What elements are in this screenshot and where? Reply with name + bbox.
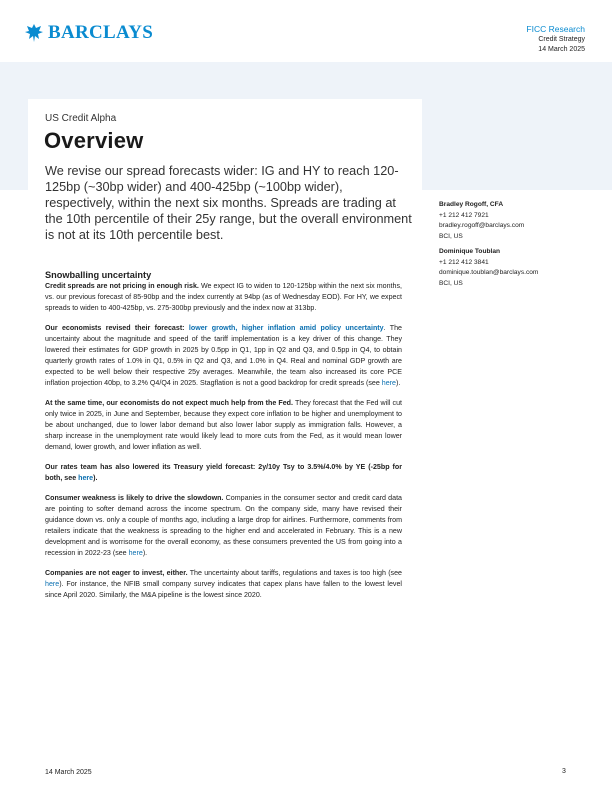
paragraph-tail: ). [395,379,401,387]
here-link[interactable]: here [381,379,396,387]
paragraph-text: The uncertainty about tariffs, regulations and taxes is too high (see [187,569,402,577]
page-title: Overview [44,128,144,153]
author-phone: +1 212 412 7921 [439,211,489,219]
report-meta [526,24,585,55]
author-name: Dominique Toublan [439,248,501,255]
barclays-logo [24,22,153,44]
summary: We revise our spread forecasts wider: IG and HY to reach 120-125bp (~30bp wider) and 400-425bp (~100bp wider), respectively, within the next six months. Spreads are trading at the 10th percentile of their 25y range, but the overall environment is not at its 10th percentile best. [45,164,412,242]
paragraph-tail: ). [142,549,148,557]
here-link[interactable]: here [128,549,143,557]
series-name: US Credit Alpha [45,113,117,124]
here-link[interactable]: here [78,474,94,482]
brand-name: BARCLAYS [48,22,154,43]
article-body [45,270,402,610]
paragraph-text: We expect IG to widen to 120-125bp within the next six months, vs. our previous forecast of 85-90bp and the index currently at 94bp (as of Wednesday EOD). For HY, we expect spreads to widen to 400-425bp, vs. 275-300bp previously and the index now at 313bp. [45,282,402,312]
author-name: Bradley Rogoff, CFA [439,201,504,208]
paragraph-text: . The uncertainty about the magnitude and speed of the tariff implementation is a key driver of this change. They lowered their estimates for GDP growth in 2025 by 0.5pp in Q1, 1pp in Q2 and Q3, and 0.5pp in Q4, to obtain quarterly growth rates of 1.0% in Q1, 0.5% in Q2 and Q3, and 1.0% in Q4. Real and nominal GDP growth are expected to be well below their respective 25y averages. Meanwhile, the team also increased its core PCE inflation projection 40bp, to 3.2% Q4/Q4 in 2025. Stagflation is not a good backdrop for credit spreads (see [45,324,402,387]
paragraph-tail: ). [93,474,98,482]
author-entity: BCI, US [439,232,463,240]
paragraph-5 [45,493,402,559]
paragraph-6 [45,568,402,601]
eagle-icon [24,23,44,43]
lead-sentence: Consumer weakness is likely to drive the slowdown. [45,494,224,502]
author-entity: BCI, US [439,279,463,287]
author-email[interactable]: dominique.toublan@barclays.com [439,269,539,276]
author-email[interactable]: bradley.rogoff@barclays.com [439,222,525,229]
section-heading: Snowballing uncertainty [45,270,152,280]
economists-forecast-link[interactable]: lower growth, higher inflation amid policy uncertainty [188,324,384,332]
lead-sentence: Our economists revised their forecast: [45,324,189,332]
author-phone: +1 212 412 3841 [439,258,489,266]
paragraph-tail: ). For instance, the NFIB small company survey indicates that capex plans have fallen to the lowest level since April 2020. Similarly, the M&A pipeline is the lowest since 2020. [45,580,402,599]
paragraph-text: Companies in the consumer sector and credit card data are pointing to softer demand across the income spectrum. On the company side, many have revised their guidance down vs. only a couple of months ago, including a large drop for airlines. Furthermore, comments from retailers indicate that the weakness is spreading to the higher end and accelerated in February. This is a new development and is worrisome for the overall economy, as these consumers prevented the US from going into a recession in 2022-23 (see [45,494,402,557]
page-number: 3 [562,768,566,775]
footer-date: 14 March 2025 [45,769,92,776]
paragraph-3 [45,398,402,453]
paragraph-1 [45,281,402,314]
paragraph-2 [45,323,402,389]
lead-sentence: Credit spreads are not pricing in enough risk. [45,282,199,290]
paragraph-text: They forecast that the Fed will cut only twice in 2025, in June and September, because they expect core inflation to be higher and unemployment to be about unchanged, due to lower labor demand but also lower labor supply as immigration falls. However, a sharp increase in the unemployment rate would likely lead to more cuts from the Fed, as it would mean lower demand, lower growth, and lower inflation as well. [45,399,402,451]
lead-sentence: Companies are not eager to invest, either. [45,569,188,577]
paragraph-4 [45,462,402,484]
team: Credit Strategy [538,36,585,43]
here-link[interactable]: here [45,580,60,588]
department: FICC Research [526,24,585,34]
lead-sentence: Our rates team has also lowered its Treasury yield forecast: 2y/10y Tsy to 3.5%/4.0% by YE (-25bp for both, see [45,463,402,482]
lead-sentence: At the same time, our economists do not expect much help from the Fed. [45,399,293,407]
report-date: 14 March 2025 [538,46,585,53]
author-block [439,200,538,289]
